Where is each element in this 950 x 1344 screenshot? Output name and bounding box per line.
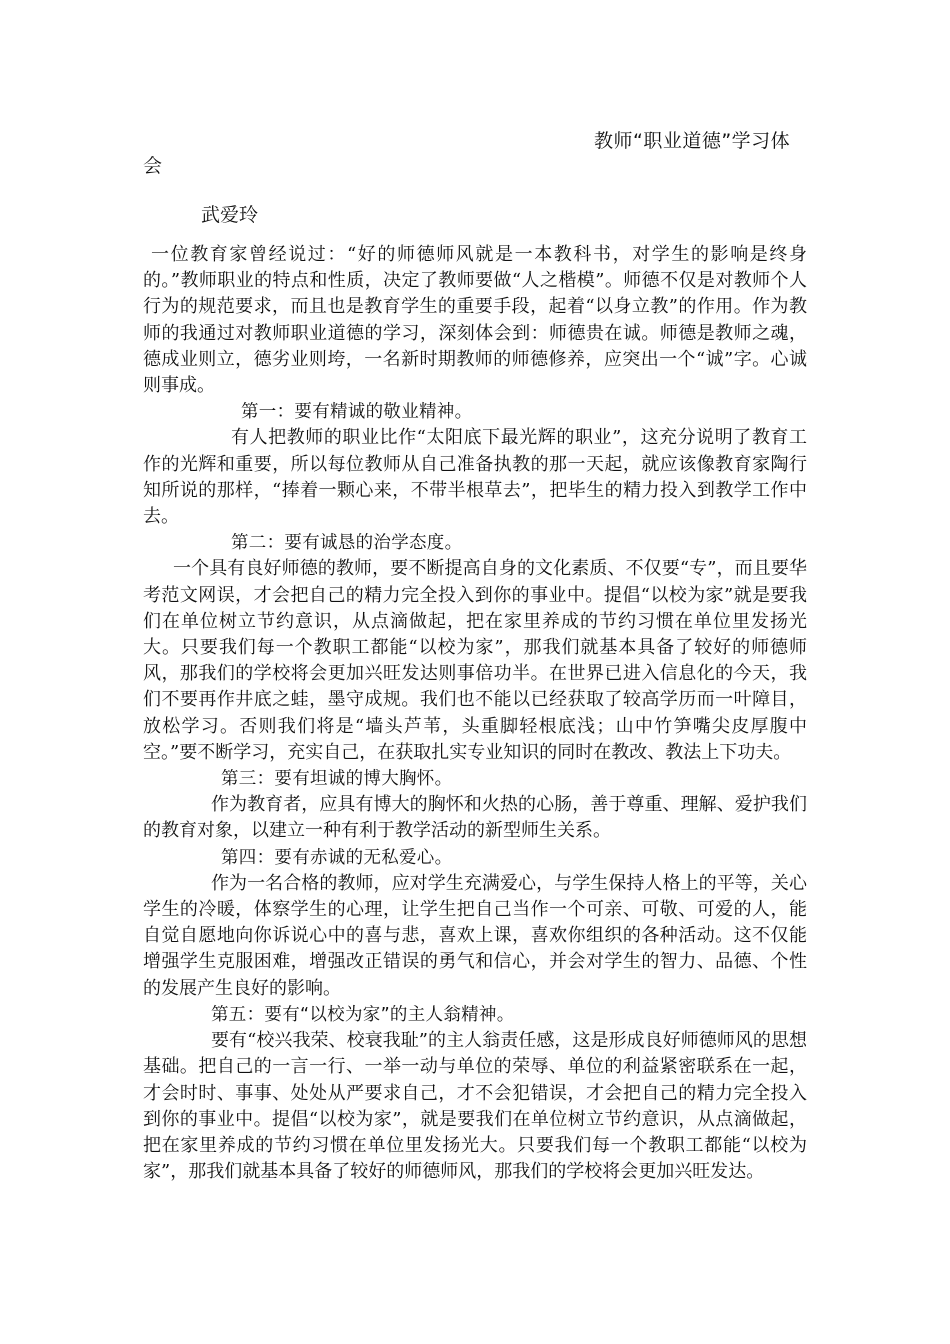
section-paragraph-2: 一个具有良好师德的教师，要不断提高自身的文化素质、不仅要“专”，而且要华考范文网误，才会把自己的精力完全投入到你的事业中。提倡“以校为家”就是要我们在单位树立节约意识，从点滴做起，把在家里养成的节约习惯在单位里发扬光大。只要我们每一个教职工都能“以校为家”，那我们就基本具备了较好的师德师风，那我们的学校将会更加兴旺发达则事倍功半。在世界已进入信息化的今天，我们不要再作井底之蛙，墨守成规。我们也不能以已经获取了较高学历而一叶障目，放松学习。否则我们将是“墙头芦苇，头重脚轻根底浅；山中竹笋嘴尖皮厚腹中空。”要不断学习，充实自己，在获取扎实专业知识的同时在教改、教法上下功夫。 [143, 558, 807, 763]
section-paragraph-5: 要有“校兴我荣、校衰我耻”的主人翁责任感，这是形成良好师德师风的思想基础。把自己的一言一行、一举一动与单位的荣辱、单位的利益紧密联系在一起，才会时时、事事、处处从严要求自己，才不会犯错误，才会把自己的精力完全投入到你的事业中。提倡“以校为家”，就是要我们在单位树立节约意识，从点滴做起，把在家里养成的节约习惯在单位里发扬光大。只要我们每一个教职工都能“以校为家”，那我们就基本具备了较好的师德师风，那我们的学校将会更加兴旺发达。 [143, 1030, 807, 1183]
author-name: 武爱玲 [201, 204, 259, 226]
section-heading-4: 第四：要有赤诚的无私爱心。 [221, 847, 453, 868]
document-title: 教师“职业道德”学习体 [594, 130, 791, 152]
intro-paragraph: 一位教育家曾经说过：“好的师德师风就是一本教科书，对学生的影响是终身的。”教师职业的特点和性质，决定了教师要做“人之楷模”。师德不仅是对教师个人行为的规范要求，而且也是教育学生的重要手段，起着“以身立教”的作用。作为教师的我通过对教师职业道德的学习，深刻体会到：师德贵在诚。师德是教师之魂，德成业则立，德劣业则垮，一名新时期教师的师德修养，应突出一个“诚”字。心诚则事成。 [143, 244, 807, 397]
document-title-continuation: 会 [143, 155, 163, 177]
section-heading-5: 第五：要有“以校为家”的主人翁精神。 [211, 1004, 515, 1025]
section-paragraph-4: 作为一名合格的教师，应对学生充满爱心，与学生保持人格上的平等，关心学生的冷暖，体察学生的心理，让学生把自己当作一个可亲、可敬、可爱的人，能自觉自愿地向你诉说心中的喜与悲，喜欢上课，喜欢你组织的各种活动。这不仅能增强学生克服困难，增强改正错误的勇气和信心，并会对学生的智力、品德、个性的发展产生良好的影响。 [143, 872, 807, 999]
section-heading-1: 第一：要有精诚的敬业精神。 [241, 402, 473, 423]
section-heading-3: 第三：要有坦诚的博大胸怀。 [221, 769, 453, 790]
section-paragraph-3: 作为教育者，应具有博大的胸怀和火热的心肠，善于尊重、理解、爱护我们的教育对象，以建立一种有利于教学活动的新型师生关系。 [143, 794, 807, 842]
section-paragraph-1: 有人把教师的职业比作“太阳底下最光辉的职业”，这充分说明了教育工作的光辉和重要，所以每位教师从自己准备执教的那一天起，就应该像教育家陶行知所说的那样，“捧着一颗心来，不带半根草去”，把毕生的精力投入到教学工作中去。 [143, 427, 807, 528]
document-body [143, 242, 807, 1185]
section-heading-2: 第二：要有诚恳的治学态度。 [231, 533, 463, 554]
